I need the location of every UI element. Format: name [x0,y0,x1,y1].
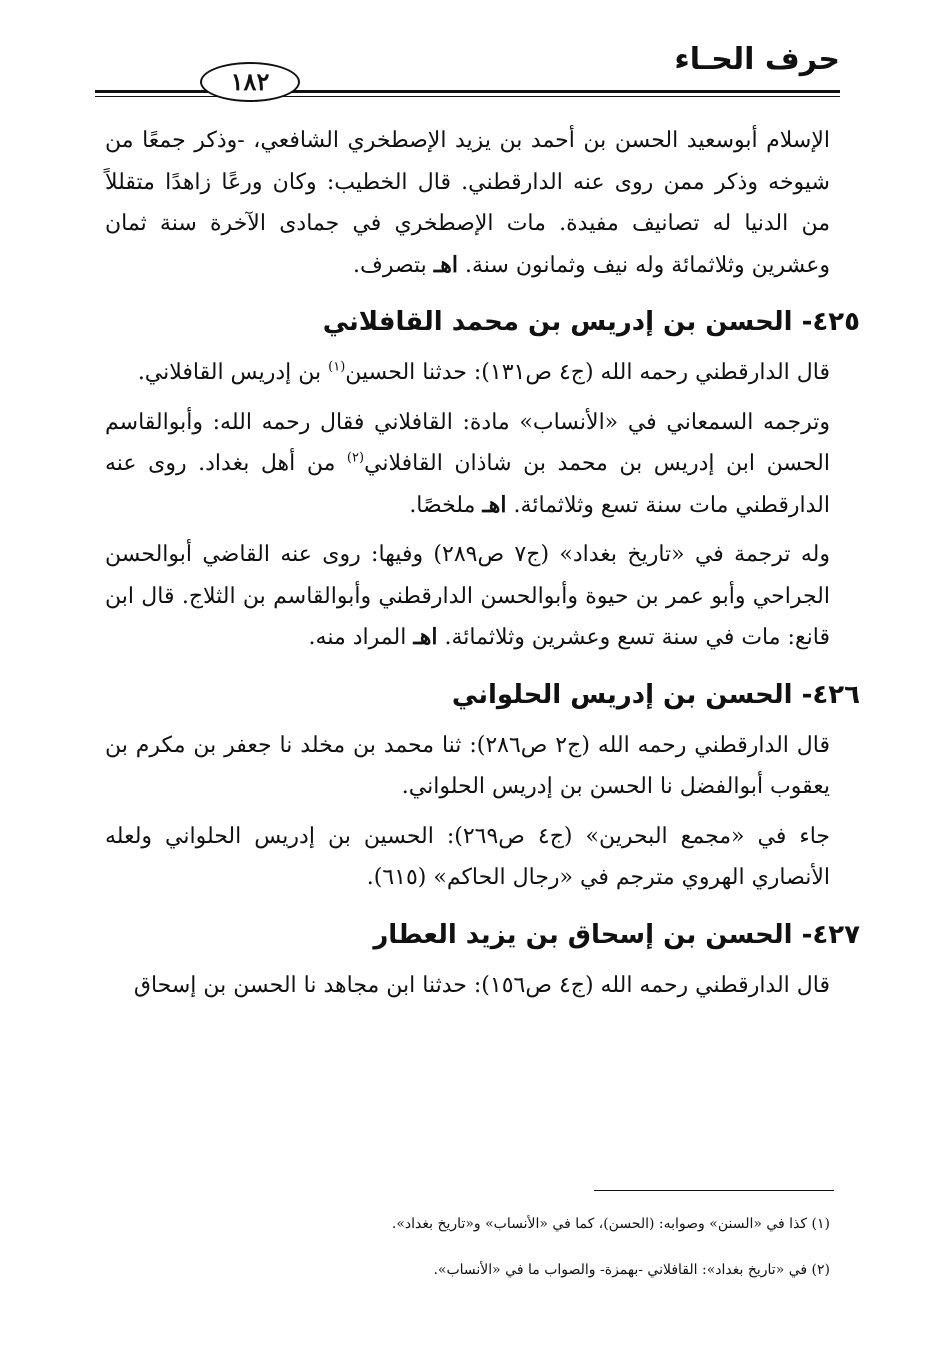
paragraph-text: جاء في «مجمع البحرين» (ج٤ ص٢٦٩): الحسين بن إدريس الحلواني ولعله الأنصاري الهروي مترجم في «رجال الحاكم» (٦١٥). [105,823,831,890]
abbreviation-ah: اهـ [433,251,458,278]
paragraph [105,352,830,394]
paragraph-text: الإسلام أبوسعيد الحسن بن أحمد بن يزيد الإصطخري الشافعي، -وذكر جمعًا من شيوخه وذكر ممن روى عنه الدارقطني. قال الخطيب: وكان ورعًا زاهدًا متقللاً من الدنيا له تصانيف مفيدة. مات الإصطخري في جمادى الآخرة سنة ثمان وعشرين وثلاثمائة وله نيف وثمانون سنة. [105,128,830,278]
paragraph [105,816,830,899]
footnote-ref-2[interactable]: (٢) [346,450,365,466]
paragraph [105,965,830,1007]
paragraph-ending: المراد منه. [308,625,414,650]
paragraph [105,725,830,808]
footnote-separator [594,1190,834,1191]
paragraph [105,120,830,286]
footnote-ref-1[interactable]: (١) [328,359,346,375]
paragraph-text: قال الدارقطني رحمه الله (ج٤ ص١٥٦): حدثنا ابن مجاهد نا الحسن بن إسحاق [133,972,830,998]
footnotes [105,1212,830,1304]
footnote-2: (٢) في «تاريخ بغداد»: القافلاني -بهمزة- والصواب ما في «الأنساب». [433,1262,830,1278]
footnote-1: (١) كذا في «السنن» وصوابه: (الحسن)، كما في «الأنساب» و«تاريخ بغداد». [391,1216,830,1232]
paragraph-text: وترجمه السمعاني في «الأنساب» مادة: القافلاني فقال رحمه الله: وأبوالقاسم الحسن ابن إدريس بن محمد بن شاذان القافلاني [105,409,830,476]
abbreviation-ah: اهـ [482,491,507,518]
main-text [105,120,860,1006]
paragraph [105,534,830,659]
paragraph-text: قال الدارقطني رحمه الله (ج٤ ص١٣١): حدثنا الحسين [345,360,830,385]
paragraph-text: وله ترجمة في «تاريخ بغداد» (ج٧ ص٢٨٩) وفيها: روى عنه القاضي أبوالحسن الجراحي وأبو عمر بن حيوة وأبوالحسن الدارقطني وأبوالقاسم بن الثلاج. قال ابن قانع: مات في سنة تسع وعشرين وثلاثمائة. [105,542,830,650]
running-header [95,40,840,100]
paragraph-text: بن إدريس القافلاني. [137,360,329,385]
header-rule-thin [95,96,840,97]
chapter-title: حرف الحـاء [674,42,840,77]
entry-title-425: ٤٢٥- الحسن بن إدريس بن محمد القافلاني [322,307,860,337]
paragraph-text: من أهل بغداد. روى عنه الدارقطني مات سنة تسع وثلاثمائة. [105,451,830,518]
paragraph-ending: بتصرف. [353,252,434,278]
paragraph [105,402,830,527]
abbreviation-ah: اهـ [413,624,438,650]
paragraph-ending: ملخصًا. [409,492,483,518]
entry-title-426: ٤٢٦- الحسن بن إدريس الحلواني [451,679,860,710]
page-number-badge: ١٨٢ [200,62,300,102]
paragraph-text: قال الدارقطني رحمه الله (ج٢ ص٢٨٦): ثنا محمد بن مخلد نا جعفر بن مكرم بن يعقوب أبوالفضل نا الحسن بن إدريس الحلواني. [105,732,831,799]
entry-title-427: ٤٢٧- الحسن بن إسحاق بن يزيد العطار [373,919,860,950]
